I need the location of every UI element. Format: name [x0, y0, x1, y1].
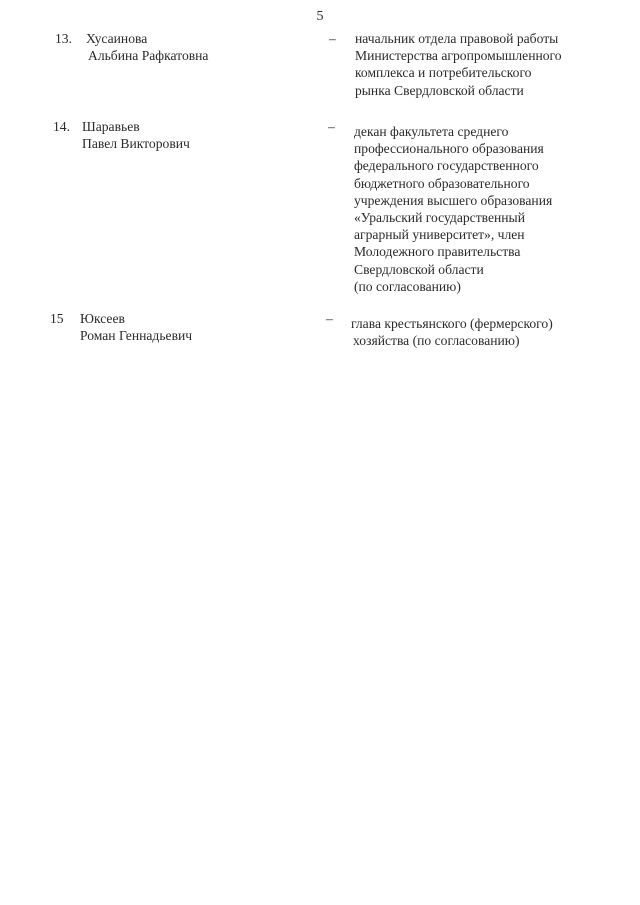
member-name: [82, 118, 190, 152]
position-line: хозяйства (по согласованию): [353, 333, 520, 349]
position-line: федерального государственного: [354, 158, 539, 174]
page-number: 5: [316, 9, 324, 24]
member-surname: Хусаинова: [86, 31, 148, 46]
member-surname: Шаравьев: [82, 119, 140, 134]
position-line: Молодежного правительства: [354, 244, 521, 260]
member-name: [86, 30, 208, 64]
member-name: [80, 310, 192, 344]
member-position: [355, 30, 562, 99]
position-line: (по согласованию): [354, 278, 461, 294]
position-line: начальник отдела правовой работы: [355, 31, 559, 46]
separator-dash: –: [328, 119, 335, 134]
position-line: Свердловской области: [354, 261, 484, 277]
position-line: аграрный университет», член: [354, 227, 525, 243]
position-line: глава крестьянского (фермерского): [351, 316, 553, 331]
entry-number: 14.: [53, 119, 70, 134]
position-line: декан факультета среднего: [354, 124, 509, 139]
member-surname: Юксеев: [80, 311, 125, 326]
position-line: Министерства агропромышленного: [355, 48, 562, 64]
position-line: рынка Свердловской области: [355, 82, 524, 98]
member-given-name: Роман Геннадьевич: [80, 328, 193, 344]
member-position: [354, 123, 552, 295]
member-given-name: Павел Викторович: [82, 136, 190, 152]
position-line: комплекса и потребительского: [355, 65, 532, 81]
entry-number: 13.: [55, 31, 72, 46]
member-given-name: Альбина Рафкатовна: [88, 48, 209, 64]
entry-number: 15: [50, 311, 64, 326]
position-line: бюджетного образовательного: [354, 175, 530, 191]
position-line: «Уральский государственный: [354, 210, 525, 226]
separator-dash: –: [326, 311, 333, 326]
position-line: профессионального образования: [354, 141, 544, 157]
separator-dash: –: [329, 31, 336, 46]
position-line: учреждения высшего образования: [354, 192, 553, 208]
member-position: [351, 315, 553, 349]
